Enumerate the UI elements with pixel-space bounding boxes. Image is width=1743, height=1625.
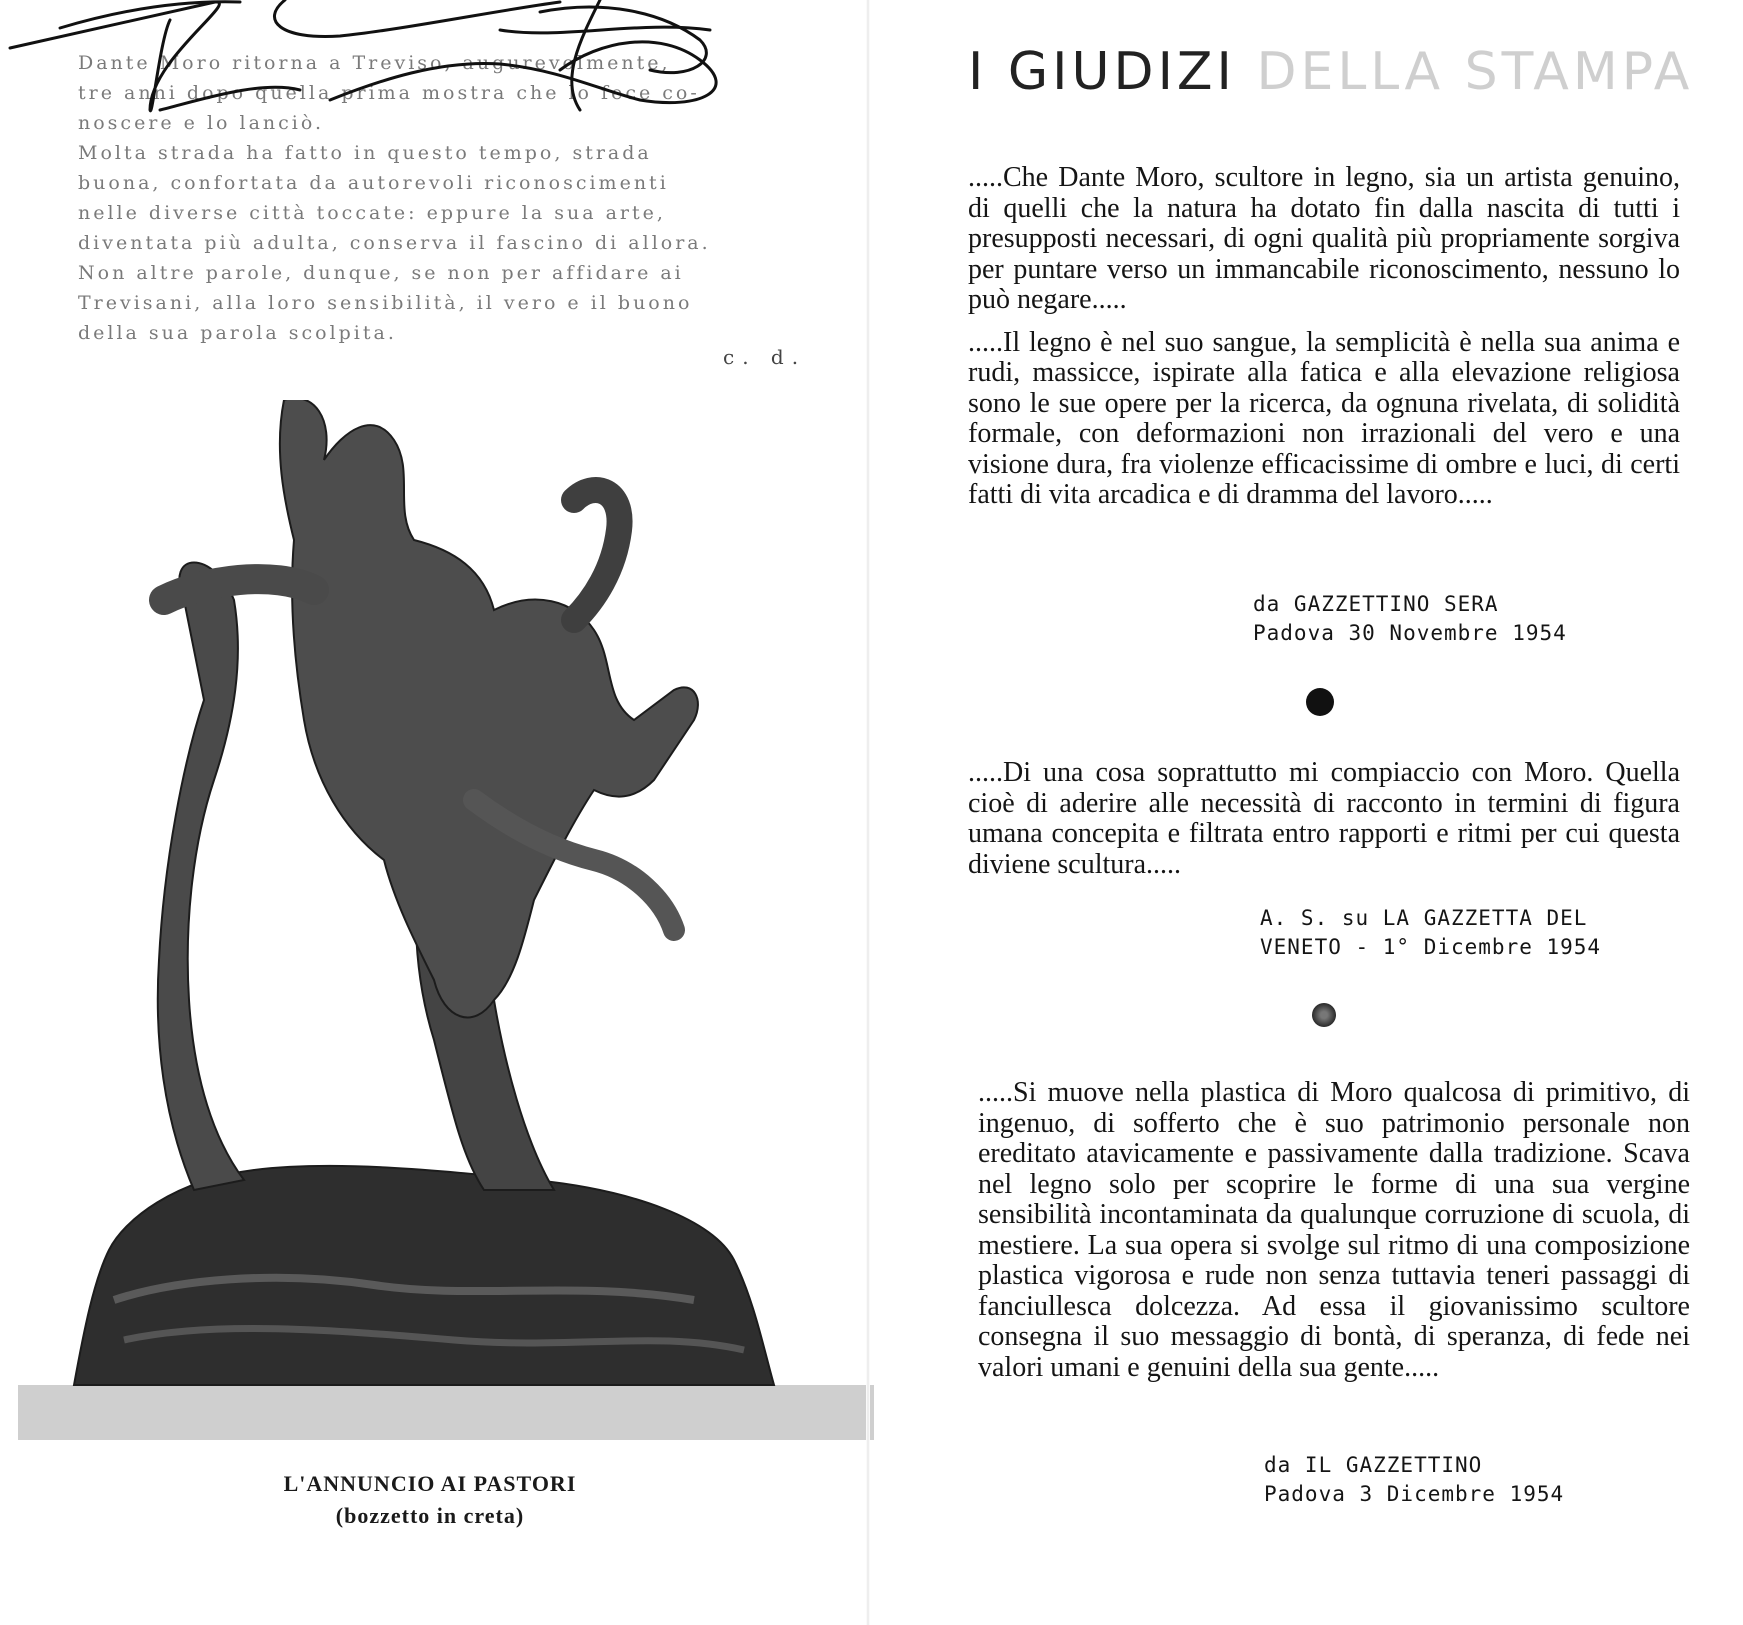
press-quote-3 [978, 1078, 1690, 1383]
caption-title: L'ANNUNCIO AI PASTORI [283, 1471, 577, 1496]
source-line: da IL GAZZETTINO [1264, 1453, 1483, 1477]
intro-line: diventata più adulta, conserva il fascino di allora. [78, 232, 711, 254]
caption-subtitle: (bozzetto in creta) [335, 1503, 525, 1528]
quote-paragraph: .....Che Dante Moro, scultore in legno, sia un artista genuino, di quelli che la natura ha dotato fin dalla nascita di tutti i presupposti necessari, di ogni qualità più propriamente sorgiva per puntare verso un immancabile riconoscimento, nessuno lo può negare..... [968, 162, 1680, 315]
intro-line: nelle diverse città toccate: eppure la sua arte, [78, 202, 666, 224]
source-line: Padova 3 Dicembre 1954 [1264, 1482, 1565, 1506]
intro-signature: c. d. [723, 345, 807, 369]
intro-line: Dante Moro ritorna a Treviso, augurevolmente, [78, 52, 671, 74]
photo-caption [200, 1468, 660, 1532]
left-page [0, 0, 868, 1625]
source-line: Padova 30 Novembre 1954 [1253, 621, 1567, 645]
source-line: da GAZZETTINO SERA [1253, 592, 1499, 616]
quote-paragraph: .....Di una cosa soprattutto mi compiaccio con Moro. Quella cioè di aderire alle necessità di racconto in termini di figura umana concepita e filtrata entro rapporti e ritmi per cui questa diviene scultura..... [968, 757, 1680, 880]
separator-dot [1306, 688, 1334, 716]
press-source-2 [1260, 904, 1601, 962]
press-source-3 [1264, 1451, 1564, 1509]
page-heading [968, 42, 1693, 102]
source-line: A. S. su LA GAZZETTA DEL [1260, 906, 1588, 930]
intro-line: Molta strada ha fatto in questo tempo, strada [78, 142, 652, 164]
intro-line: tre anni dopo quella prima mostra che lo fece co- [78, 82, 700, 104]
sculpture-photo [14, 400, 874, 1450]
intro-line: noscere e lo lanciò. [78, 112, 325, 134]
heading-faded: DELLA STAMPA [1256, 42, 1694, 102]
right-page [868, 0, 1743, 1625]
press-quote-1 [968, 163, 1680, 511]
quote-paragraph: .....Si muove nella plastica di Moro qualcosa di primitivo, di ingenuo, di sofferto che è suo patrimonio personale non ereditato atavicamente e passivamente dalla tradizione. Scava nel legno solo per scoprire le forme di una sua vergine sensibilità incontaminata da qualunque corruzione di scuola, di mestiere. La sua opera si svolge sul ritmo di una composizione plastica vigorosa e rude non senza tuttavia teneri passaggi di fanciullesca dolcezza. Ad essa il giovanissimo scultore consegna il suo messaggio di bontà, di speranza, di fede nei valori umani e genuini della sua gente..... [978, 1077, 1690, 1383]
pen-scribble [0, 0, 868, 130]
heading-dark: I GIUDIZI [968, 42, 1236, 102]
source-line: VENETO - 1° Dicembre 1954 [1260, 935, 1602, 959]
separator-ornament [1312, 1003, 1336, 1027]
intro-line: buona, confortata da autorevoli riconoscimenti [78, 172, 669, 194]
quote-paragraph: .....Il legno è nel suo sangue, la semplicità è nella sua anima e rudi, massicce, ispirate alla fatica e alla elevazione religiosa sono le sue opere per la ricerca, da ognuna rivelata, di solidità formale, con deformazioni non irrazionali del vero e una visione dura, fra violenze efficacissime di ombre e luci, di certi fatti di vita arcadica e di dramma del lavoro..... [968, 326, 1680, 510]
press-source-1 [1253, 590, 1567, 648]
intro-line: Trevisani, alla loro sensibilità, il vero e il buono [78, 292, 693, 314]
intro-line: Non altre parole, dunque, se non per affidare ai [78, 262, 684, 284]
intro-line: della sua parola scolpita. [78, 322, 397, 344]
press-quote-2 [968, 758, 1680, 880]
